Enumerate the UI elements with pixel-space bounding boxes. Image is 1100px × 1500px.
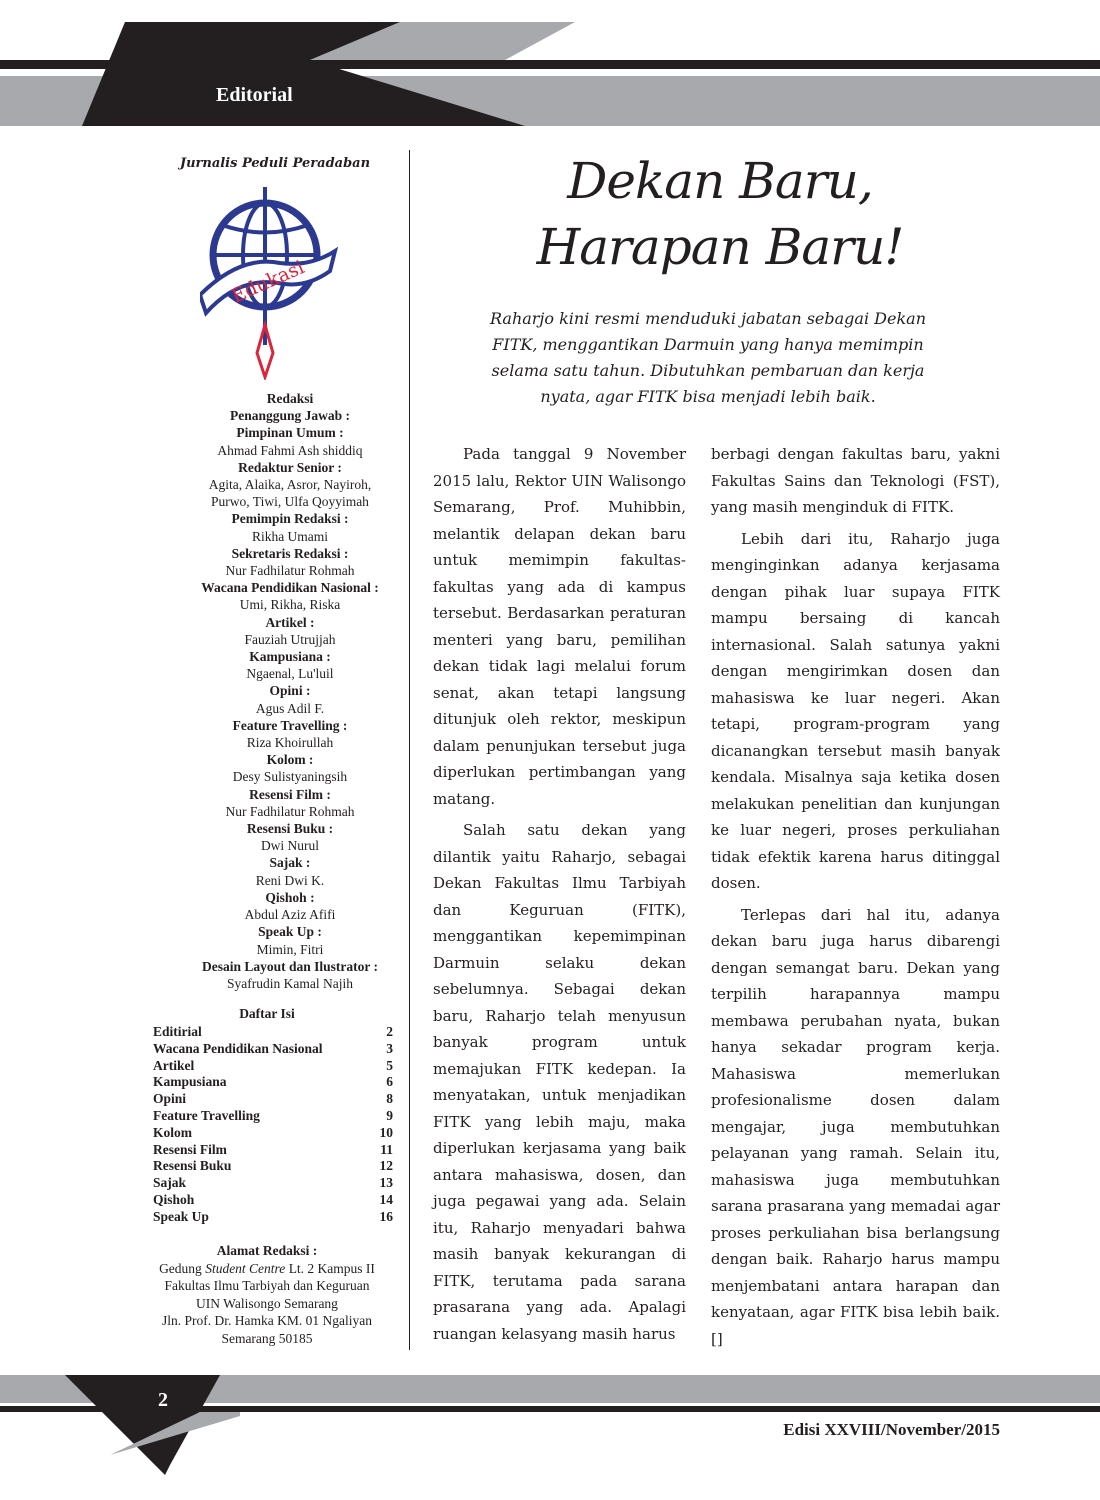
masthead-names: Syafrudin Kamal Najih <box>227 975 353 991</box>
toc-label: Resensi Buku <box>153 1158 232 1174</box>
toc-row <box>153 1108 393 1125</box>
toc-page: 9 <box>386 1107 393 1123</box>
masthead-names: Purwo, Tiwi, Ulfa Qoyyimah <box>211 494 369 510</box>
address-line: Fakultas Ilmu Tarbiyah dan Keguruan <box>164 1278 370 1293</box>
masthead-list <box>140 407 440 992</box>
masthead-role: Sajak : <box>269 855 311 871</box>
toc-page: 10 <box>379 1124 393 1140</box>
toc-label: Kolom <box>153 1124 192 1140</box>
toc-page: 5 <box>386 1057 393 1073</box>
toc-row <box>153 1192 393 1209</box>
masthead-role: Opini : <box>269 683 311 699</box>
masthead-role: Kampusiana : <box>249 649 331 665</box>
toc-row <box>153 1175 393 1192</box>
toc-label: Feature Travelling <box>153 1107 260 1123</box>
masthead-names: Dwi Nurul <box>260 838 320 854</box>
masthead-role: Resensi Buku : <box>246 821 334 837</box>
toc-label: Wacana Pendidikan Nasional <box>153 1040 323 1056</box>
masthead-role: Sekretaris Redaksi : <box>231 545 349 561</box>
toc-label: Sajak <box>153 1175 187 1191</box>
toc-page: 6 <box>386 1074 393 1090</box>
toc-label: Resensi Film <box>153 1141 227 1157</box>
edukasi-logo <box>200 185 340 380</box>
article-title <box>460 148 980 280</box>
logo-text: Edukasi <box>228 256 308 308</box>
paragraph: Terlepas dari hal itu, adanya dekan baru juga harus dibarengi dengan semangat baru. Dekan yang terpilih harapannya mampu membawa perubahan nyata, bukan hanya sekadar program kerja. Mahasiswa memerlukan profesionalisme dosen dalam mengajar, juga membutuhkan pelayanan yang ramah. Selain itu, mahasiswa juga membutuhkan sarana prasarana yang memadai agar proses perkuliahan bisa berlangsung dengan baik. Raharjo harus mampu menjembatani antara harapan dan kenyataan, agar FITK bisa lebih baik. [] <box>711 905 1000 1348</box>
masthead-role: Redaktur Senior : <box>238 459 342 475</box>
masthead-heading: Redaksi <box>266 391 314 406</box>
toc-row <box>153 1209 393 1226</box>
masthead-role: Feature Travelling : <box>232 717 348 733</box>
masthead-names: Agita, Alaika, Asror, Nayiroh, <box>208 477 372 493</box>
title-line-2: Harapan Baru! <box>536 218 904 276</box>
page-number: 2 <box>158 1389 168 1411</box>
masthead-names: Rikha Umami <box>251 528 329 544</box>
toc-label: Editirial <box>153 1024 202 1039</box>
article-column-1 <box>433 441 686 1352</box>
toc-page: 12 <box>379 1158 393 1174</box>
toc-row <box>153 1074 393 1091</box>
paragraph: Lebih dari itu, Raharjo juga menginginkan adanya kerjasama dengan pihak luar supaya FITK mampu bersaing di kancah internasional. Salah satunya yakni dengan mengirimkan dosen dan mahasiswa ke luar negeri. Akan tetapi, program-program yang dicanangkan tersebut masih banyak kendala. Misalnya saja ketika dosen melakukan penelitian dan kunjungan ke luar negeri, proses perkuliahan tidak efektik karena harus ditinggal dosen. <box>711 529 1000 892</box>
toc-label: Speak Up <box>153 1208 209 1224</box>
toc-row <box>153 1041 393 1058</box>
masthead-role: Pemimpin Redaksi : <box>231 511 349 527</box>
column-divider <box>409 150 410 1350</box>
masthead-names: Mimin, Fitri <box>256 941 324 957</box>
toc-page: 16 <box>379 1208 393 1224</box>
masthead-role: Resensi Film : <box>249 786 331 802</box>
address-line: Jln. Prof. Dr. Hamka KM. 01 Ngaliyan <box>162 1313 372 1328</box>
masthead <box>140 390 440 992</box>
editorial-address <box>140 1242 394 1347</box>
masthead-role: Speak Up : <box>258 924 322 940</box>
toc-row <box>153 1125 393 1142</box>
toc-row <box>153 1142 393 1159</box>
toc-label: Kampusiana <box>153 1074 227 1090</box>
masthead-names: Agus Adil F. <box>255 700 325 716</box>
toc-page: 11 <box>380 1141 393 1157</box>
masthead-names: Abdul Aziz Afifi <box>244 907 336 923</box>
toc-row <box>153 1024 393 1041</box>
masthead-role: Qishoh : <box>265 889 315 905</box>
masthead-role: Artikel : <box>265 614 315 630</box>
section-label: Editorial <box>216 84 293 106</box>
tagline: Jurnalis Peduli Peradaban <box>179 156 371 171</box>
toc-page: 13 <box>379 1175 393 1191</box>
toc-row <box>153 1158 393 1175</box>
paragraph-continued: berbagi dengan fakultas baru, yakni Fakultas Sains dan Teknologi (FST), yang masih menginduk di FITK. <box>711 445 1000 516</box>
edition-label: Edisi XXVIII/November/2015 <box>783 1420 1000 1439</box>
toc-label: Artikel <box>153 1057 195 1073</box>
address-line: Semarang 50185 <box>221 1330 313 1346</box>
masthead-role: Desain Layout dan Ilustrator : <box>201 958 379 974</box>
address-heading: Alamat Redaksi : <box>216 1243 318 1258</box>
toc-page: 2 <box>386 1024 393 1039</box>
paragraph: Pada tanggal 9 November 2015 lalu, Rektor UIN Walisongo Semarang, Prof. Muhibbin, melantik delapan dekan baru untuk memimpin fakultas-fakultas yang ada di kampus tersebut. Berdasarkan peraturan menteri yang baru, pemilihan dekan tidak lagi melalui forum senat, akan tetapi langsung ditunjuk oleh rektor, meskipun dalam penunjukan tersebut juga diperlukan pertimbangan yang matang. <box>433 445 686 808</box>
masthead-role: Penanggung Jawab : <box>229 408 351 424</box>
masthead-names: Umi, Rikha, Riska <box>239 597 341 613</box>
address-line: UIN Walisongo Semarang <box>196 1295 338 1311</box>
masthead-names: Reni Dwi K. <box>255 872 325 888</box>
toc-row <box>153 1091 393 1108</box>
table-of-contents <box>153 1024 393 1226</box>
masthead-names: Fauziah Utrujjah <box>244 631 336 647</box>
toc-page: 14 <box>379 1191 393 1207</box>
masthead-names: Ahmad Fahmi Ash shiddiq <box>217 442 363 458</box>
masthead-names: Nur Fadhilatur Rohmah <box>225 563 355 579</box>
masthead-names: Desy Sulistyaningsih <box>232 769 348 785</box>
toc-row <box>153 1058 393 1075</box>
article-lead: Raharjo kini resmi menduduki jabatan sebagai Dekan FITK, menggantikan Darmuin yang hanya memimpin selama satu tahun. Dibutuhkan pembaruan dan kerja nyata, agar FITK bisa menjadi lebih baik. <box>489 309 926 406</box>
address-lines <box>140 1277 394 1347</box>
masthead-role: Wacana Pendidikan Nasional : <box>201 580 379 596</box>
masthead-role: Pimpinan Umum : <box>236 425 344 441</box>
masthead-role: Kolom : <box>266 752 314 768</box>
toc-label: Qishoh <box>153 1191 195 1207</box>
toc-label: Opini <box>153 1091 187 1107</box>
toc-title: Daftar Isi <box>239 1006 295 1021</box>
masthead-names: Nur Fadhilatur Rohmah <box>225 803 355 819</box>
title-line-1: Dekan Baru, <box>567 152 873 210</box>
paragraph: Salah satu dekan yang dilantik yaitu Raharjo, sebagai Dekan Fakultas Ilmu Tarbiyah dan Keguruan (FITK), menggantikan kepemimpinan Darmuin selaku dekan sebelumnya. Sebagai dekan baru, Raharjo telah menyusun banyak program untuk memajukan FITK kedepan. Ia menyatakan, untuk menjadikan FITK yang lebih maju, maka diperlukan kerjasama yang baik antara mahasiswa, dosen, dan juga pegawai yang ada. Selain itu, Raharjo menyadari bahwa masih banyak kekurangan di FITK, terutama pada sarana prasarana yang ada. Apalagi ruangan kelasyang masih harus <box>433 821 686 1343</box>
toc-page: 8 <box>386 1091 393 1107</box>
masthead-names: Riza Khoirullah <box>246 735 334 751</box>
toc-page: 3 <box>386 1040 393 1056</box>
article-column-2 <box>711 441 1000 1357</box>
masthead-names: Ngaenal, Lu'luil <box>246 666 334 682</box>
header-banner <box>0 0 1100 130</box>
address-line: Gedung Student Centre Lt. 2 Kampus II <box>159 1260 375 1276</box>
